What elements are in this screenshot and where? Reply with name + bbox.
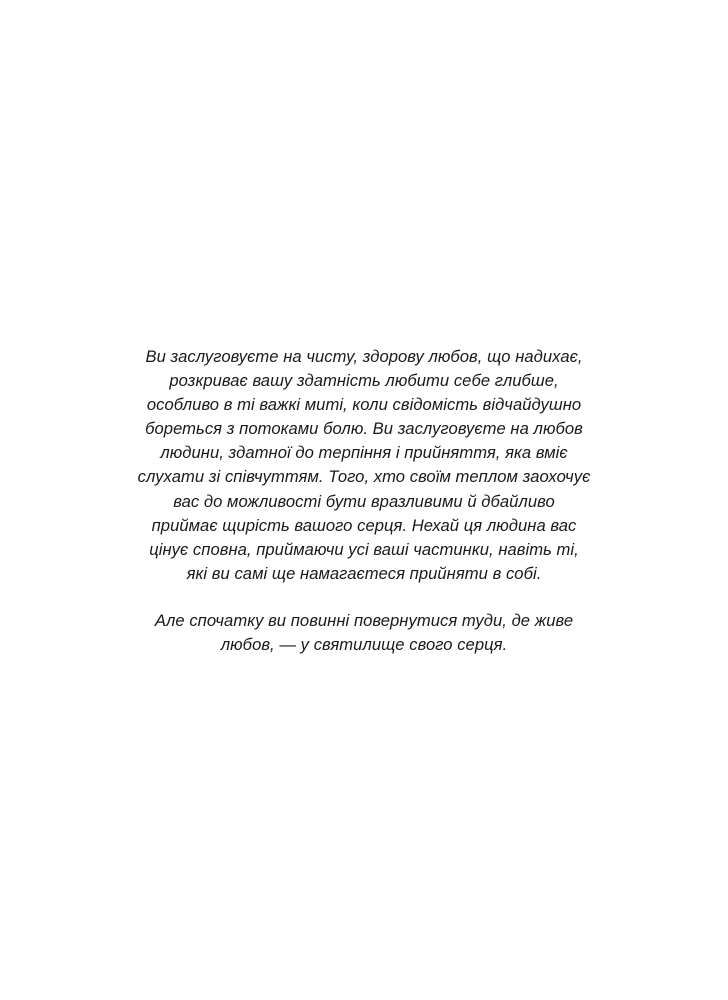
text-line: які ви самі ще намагаєтеся прийняти в собі. — [186, 563, 542, 583]
text-line: приймає щирість вашого серця. Нехай ця людина вас — [151, 515, 577, 535]
text-line: бореться з потоками болю. Ви заслуговуєте на любов — [145, 419, 583, 439]
text-line: людини, здатної до терпіння і прийняття, яка вміє — [160, 443, 568, 463]
text-line: розкриває вашу здатність любити себе глибше, — [169, 371, 559, 391]
paragraph-1 — [0, 345, 728, 586]
text-line: Але спочатку ви повинні повернутися туди, де живе — [154, 611, 574, 630]
text-line: цінує сповна, приймаючи усі ваші частинки, навіть ті, — [149, 539, 579, 559]
text-line: Ви заслуговуєте на чисту, здорову любов, що надихає, — [145, 347, 583, 366]
text-line: вас до можливості бути вразливими й дбайливо — [173, 491, 555, 511]
text-line: слухати зі співчуттям. Того, хто своїм теплом заохочує — [137, 467, 591, 487]
paragraph-2 — [0, 609, 728, 657]
text-line: особливо в ті важкі миті, коли свідомість відчайдушно — [146, 395, 582, 415]
text-line: любов, — у святилище свого серця. — [220, 635, 508, 655]
